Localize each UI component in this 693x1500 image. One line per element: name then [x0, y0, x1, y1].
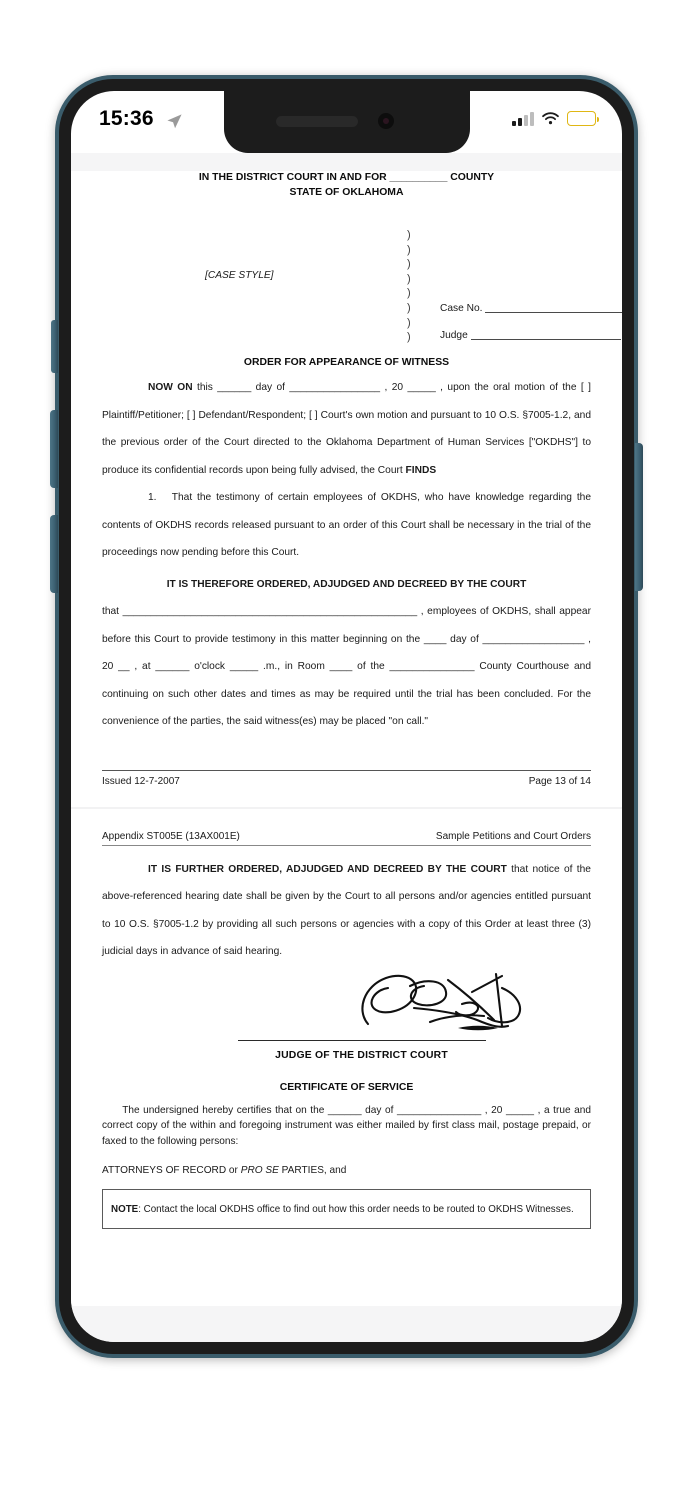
document-collection-title: Sample Petitions and Court Orders [435, 830, 591, 842]
page-2-header [102, 831, 591, 846]
case-number-blank [485, 302, 622, 313]
signature-line [238, 1040, 486, 1041]
page-number: Page 13 of 14 [528, 775, 591, 787]
battery-icon [567, 111, 596, 126]
pdf-scroll-view[interactable] [71, 171, 622, 1306]
case-caption-block [102, 228, 591, 343]
case-number-field [440, 302, 622, 314]
issued-date: Issued 12-7-2007 [102, 775, 180, 787]
further-ordered-heading: IT IS FURTHER ORDERED, ADJUDGED AND DECREED BY THE COURT [148, 863, 507, 875]
pro-se-italic: PRO SE [240, 1165, 279, 1176]
paragraph-now-on-text: this ______ day of ________________ , 20 _____ , upon the oral motion of the [ ] Plaintiff/Petitioner; [ ] Defendant/Respondent; [ ] Court's own motion and pursuant to 10 O.S. §7005-1.2, and the previous order of the Court directed to the Oklahoma Department of Human Services ["OKDHS"] to produce its confidential records upon being fully advised, the Court [102, 382, 591, 476]
app-top-bar [71, 153, 622, 171]
cellular-signal-icon [512, 111, 534, 126]
paragraph-further-ordered [102, 856, 591, 966]
further-ordered-body: that notice of the above-referenced hearing date shall be given by the Court to all persons and/or agencies entitled pursuant to 10 O.S. §7005-1.2 by providing all such persons or agencies with a copy of this Order at least three (3) judicial days in advance of said hearing. [102, 863, 591, 957]
ordered-heading: IT IS THEREFORE ORDERED, ADJUDGED AND DECREED BY THE COURT [166, 578, 527, 590]
caption-paren-column: ) ) ) ) ) ) ) ) [407, 229, 411, 344]
page-separator [71, 807, 622, 809]
paragraph-now-on [102, 374, 591, 484]
mute-switch[interactable] [51, 320, 58, 373]
signature-label: JUDGE OF THE DISTRICT COURT [275, 1049, 448, 1061]
note-body: : Contact the local OKDHS office to find out how this order needs to be routed to OKDHS Witnesses. [138, 1204, 574, 1215]
pdf-page-2 [71, 831, 622, 1230]
paragraph-order-body: that ____________________________________________________ , employees of OKDHS, shall appear before this Court to provide testimony in this matter beginning on the ____ day of __________________ , 20 __ , at ______ o'clock _____ .m., in Room ____ of the _______________ County Courthouse and continuing on such other dates and times as may be required until the trial has been concluded. For the convenience of the parties, the said witness(es) may be placed "on call." [102, 606, 591, 727]
status-indicators [512, 111, 596, 126]
volume-down-button[interactable] [50, 515, 58, 593]
status-time: 15:36 [99, 107, 154, 130]
phone-device-frame [55, 75, 638, 1358]
appendix-reference: Appendix ST005E (13AX001E) [102, 830, 240, 842]
app-bottom-bar [71, 1306, 622, 1342]
court-title-line2: STATE OF OKLAHOMA [289, 186, 404, 198]
signature-area [102, 972, 591, 1046]
numbered-item-1: 1. That the testimony of certain employees of OKDHS, who have knowledge regarding the contents of OKDHS records released pursuant to an order of this Court shall be necessary in the trial of the proceedings now pending before this Court. [102, 492, 591, 558]
certificate-of-service-body: The undersigned hereby certifies that on the ______ day of _______________ , 20 _____ , a true and correct copy of the within and foregoing instrument was either mailed by first class mail, postage prepaid, or faxed to the following persons: [102, 1104, 591, 1147]
earpiece-speaker-icon [276, 116, 358, 127]
judge-label: Judge [440, 330, 468, 341]
phone-screen [71, 91, 622, 1342]
attorneys-text-a: ATTORNEYS OF RECORD or [102, 1165, 241, 1176]
signature-line-wrap [102, 1028, 591, 1046]
front-camera-icon [378, 113, 394, 129]
judge-field [440, 329, 621, 341]
attorneys-of-record-line [102, 1165, 591, 1176]
court-title [102, 171, 591, 200]
finds-word: FINDS [405, 464, 437, 476]
pdf-page-1 [71, 171, 622, 787]
attorneys-text-b: PARTIES, and [278, 1165, 347, 1176]
phone-body [59, 79, 634, 1354]
case-number-label: Case No. [440, 303, 483, 314]
judge-blank [471, 329, 621, 340]
court-title-line1: IN THE DISTRICT COURT IN AND FOR __________ COUNTY [198, 172, 495, 183]
note-box [102, 1189, 591, 1229]
order-heading: ORDER FOR APPEARANCE OF WITNESS [243, 357, 450, 368]
note-label: NOTE [111, 1204, 139, 1215]
now-on-lead: NOW ON [148, 382, 193, 393]
power-button[interactable] [635, 443, 643, 591]
certificate-of-service-heading: CERTIFICATE OF SERVICE [279, 1081, 414, 1093]
wifi-icon [541, 111, 560, 126]
page-1-footer [102, 770, 591, 787]
notch [224, 91, 470, 153]
volume-up-button[interactable] [50, 410, 58, 488]
case-style-placeholder: [CASE STYLE] [205, 270, 274, 281]
location-arrow-icon [166, 113, 183, 130]
